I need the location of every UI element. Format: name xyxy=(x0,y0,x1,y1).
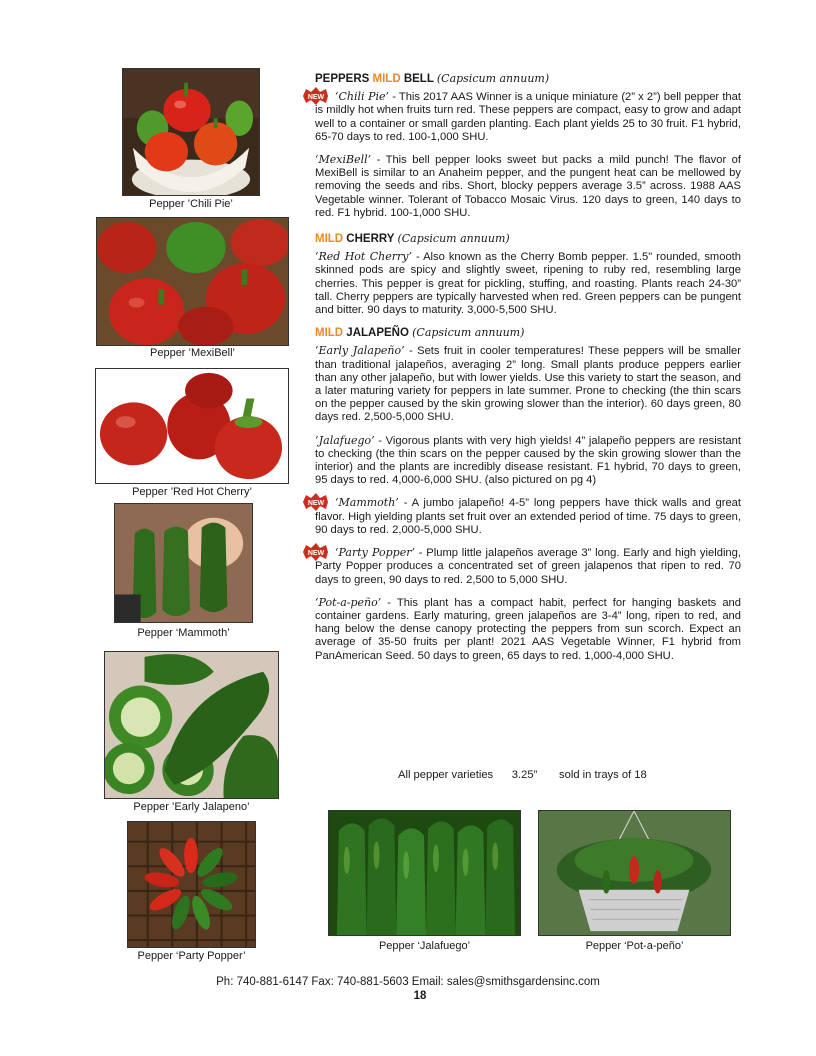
variety-chili-pie: NEW ‘Chili Pie’ - This 2017 AAS Winner is a unique miniature (2” x 2”) bell pepper that is mildly hot when fruits turn red. These peppers are compact, easy to grow and adapt well to a container or small garden planting. Each plant yields 25 to 30 fruit. F1 hybrid, 65-70 days to red. 100-1,000 SHU. xyxy=(315,90,741,144)
caption-mexibell: Pepper ’MexiBell’ xyxy=(150,347,235,359)
photo-mexibell xyxy=(96,217,289,346)
variety-pot-a-peno: ‘Pot-a-peño’ - This plant has a compact habit, perfect for hanging baskets and container gardens. Early maturing, green jalapeños are 3-4” long, ripen to red, and hang below the dense canopy protecting the peppers from sun scorch. Expect an average of 35-50 fruits per plant! 2021 AAS Vegetable Winner, F1 hybrid from PanAmerican Seed. 50 days to green, 65 days to red. 1,000-4,000 SHU. xyxy=(315,595,741,662)
svg-text:NEW: NEW xyxy=(307,94,325,102)
caption-chili-pie: Pepper ’Chili Pie’ xyxy=(149,198,233,210)
photo-party-popper xyxy=(127,821,256,948)
photo-red-hot-cherry xyxy=(95,368,289,484)
new-badge-icon xyxy=(301,87,331,105)
new-badge-icon xyxy=(301,543,331,561)
contact-info: Ph: 740-881-6147 Fax: 740-881-5603 Email: sales@smithsgardensinc.com xyxy=(216,976,600,988)
tray-summary: All pepper varieties 3.25” sold in trays of 18 xyxy=(398,769,647,781)
variety-jalafuego: ‘Jalafuego’ - Vigorous plants with very high yields! 4” jalapeño peppers are resistant to checking (the thin scars on the pepper caused by the skin growing slower than the interior) and the plants are incredibly disease resistant. F1 hybrid, 70 days to green, 95 days to red. 4,000-6,000 SHU. (also pictured on pg 4) xyxy=(315,433,741,487)
caption-pot-a-peno: Pepper ‘Pot-a-peño’ xyxy=(585,940,684,952)
variety-red-hot-cherry: ‘Red Hot Cherry’ - Also known as the Cherry Bomb pepper. 1.5" rounded, smooth skinned pods are spicy and slightly sweet, ripening to ruby red, resembling large cherries. This pepper is great for pickling, stuffing, and roasting. Plants reach 24-30” tall. Cherry peppers are typically harvested when red. Green peppers can be pungent and bitter. 90 days to maturity. 3,000-5,500 SHU. xyxy=(315,250,742,317)
photo-chili-pie xyxy=(122,68,260,196)
photo-early-jalapeno xyxy=(104,651,279,799)
caption-jalafuego: Pepper ‘Jalafuego’ xyxy=(378,940,471,952)
photo-mammoth xyxy=(114,503,253,623)
caption-mammoth: Pepper ‘Mammoth’ xyxy=(137,627,230,639)
photo-pot-a-peno xyxy=(538,810,731,936)
variety-party-popper: NEW ‘Party Popper’ - Plump little jalapeños average 3” long. Early and high yielding, Party Popper produces a concentrated set of green jalapenos that ripen to red. 70 days to green, 90 days to red. 2,500 to 5,000 SHU. xyxy=(315,546,741,587)
contact-footer xyxy=(0,976,816,988)
variety-mexibell: ‘MexiBell’ - This bell pepper looks sweet but packs a mild punch! The flavor of MexiBell is similar to an Anaheim pepper, and the pungent heat can be mellowed by removing the seeds and ribs. Short, blocky peppers average 3.5” across. 1988 AAS Vegetable winner. Tolerant of Tobacco Mosaic Virus. 120 days to green, 140 days to red. F1 hybrid. 100-1,000 SHU. xyxy=(315,153,741,219)
svg-text:NEW: NEW xyxy=(307,550,325,558)
svg-text:NEW: NEW xyxy=(307,500,325,508)
caption-party-popper: Pepper ‘Party Popper’ xyxy=(137,950,246,962)
section-heading-bell: PEPPERS MILD BELL (Capsicum annuum) xyxy=(315,72,550,85)
caption-red-hot-cherry: Pepper ’Red Hot Cherry’ xyxy=(132,486,252,498)
variety-early-jalapeno: ‘Early Jalapeño’ - Sets fruit in cooler temperatures! These peppers will be smaller than traditional jalapeños, averaging 2” long. Small plants produce peppers earlier than any other jalapeño, but with lower yields. Use this variety to start the season, and a later maturing variety for peppers in late summer. Prone to checking (the thin scars on the pepper caused by the skin growing slower than the interior). 60 days green, 80 days red. 2,500-5,000 SHU. xyxy=(315,344,741,424)
new-badge-icon xyxy=(301,493,331,511)
caption-early-jalapeno: Pepper ’Early Jalapeno’ xyxy=(133,801,250,813)
section-heading-jalapeno: MILD JALAPEÑO (Capsicum annuum) xyxy=(315,326,525,340)
variety-mammoth: NEW ‘Mammoth’ - A jumbo jalapeño! 4-5” long peppers have thick walls and great flavor. High yielding plants set fruit over an extended period of time. 75 days to green, 90 days to red. 2,000-5,000 SHU. xyxy=(315,496,741,537)
catalog-text xyxy=(307,72,742,672)
page-number: 18 xyxy=(413,990,427,1002)
photo-jalafuego xyxy=(328,810,521,936)
section-heading-cherry: MILD CHERRY (Capsicum annuum) xyxy=(315,232,510,246)
